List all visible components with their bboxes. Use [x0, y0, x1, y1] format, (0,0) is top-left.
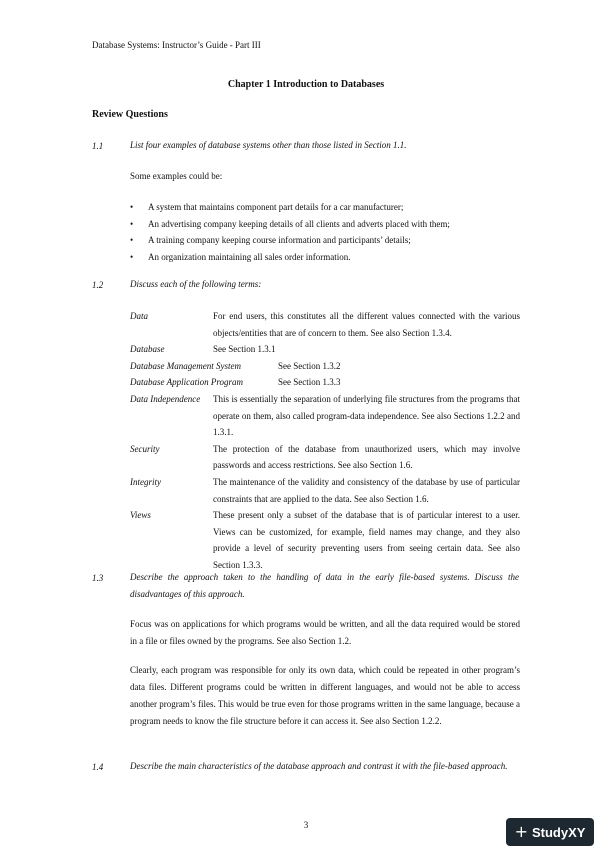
examples-list: [130, 199, 450, 265]
list-item: • A training company keeping course information and participants’ details;: [130, 232, 450, 249]
question-number-1-1: 1.1: [92, 141, 104, 151]
running-head: Database Systems: Instructor’s Guide - Part III: [92, 40, 261, 50]
term-definition: See Section 1.3.3: [278, 377, 341, 388]
term-row: [130, 358, 520, 375]
answer-paragraph-1-3-b: Clearly, each program was responsible for only its own data, which could be repeated in other program’s data files. Different programs could be written in different languages, and would not be able to access another program’s files. This would be true even for those programs written in the same language, because a program needs to know the file structure before it can access it. See also Section 1.2.2.: [130, 665, 520, 726]
term-row: [130, 474, 520, 507]
term-label: Data: [130, 311, 148, 321]
term-definition: These present only a subset of the database that is of particular interest to a user. Views can be customized, for example, field names may change, and they also provide a level of security preventing users from seeing certain data. See also Section 1.3.3.: [213, 510, 520, 570]
term-label: Views: [130, 510, 151, 521]
chapter-title: Chapter 1 Introduction to Databases: [227, 79, 385, 90]
terms-list: [130, 308, 520, 574]
list-item: • A system that maintains component part details for a car manufacturer;: [130, 199, 450, 216]
term-row: [130, 341, 520, 358]
term-row: [130, 507, 520, 573]
term-label: Database: [130, 344, 165, 355]
question-text-1-1: List four examples of database systems other than those listed in Section 1.1.: [130, 140, 407, 150]
list-item: • An advertising company keeping details of all clients and adverts placed with them;: [130, 216, 450, 233]
plus-icon: +: [514, 822, 528, 841]
studyxy-logo-text: StudyXY: [531, 824, 586, 840]
term-row: [130, 441, 520, 474]
question-text-1-3: Describe the approach taken to the handling of data in the early file-based systems. Discuss the disadvantages of this approach.: [130, 572, 519, 599]
answer-intro-1-1: Some examples could be:: [130, 171, 223, 181]
term-definition: This is essentially the separation of underlying file structures from the programs that operate on them, also called program-data independence. See also Sections 1.2.2 and 1.3.1.: [213, 393, 520, 438]
term-row: [130, 374, 520, 391]
question-text-1-2: Discuss each of the following terms:: [130, 279, 262, 289]
section-heading: Review Questions: [92, 109, 168, 120]
question-text-1-4: Describe the main characteristics of the database approach and contrast it with the file-based approach.: [130, 761, 508, 771]
term-definition: For end users, this constitutes all the different values connected with the various objects/entities that are of concern to them. See also Section 1.3.4.: [213, 311, 520, 338]
list-item: • An organization maintaining all sales order information.: [130, 249, 450, 266]
term-label: Integrity: [130, 476, 161, 487]
term-definition: The protection of the database from unauthorized users, which may involve passwords and access restrictions. See also Section 1.6.: [213, 443, 520, 471]
term-label: Security: [130, 443, 160, 454]
term-definition: See Section 1.3.2: [278, 360, 341, 371]
term-row: [130, 308, 520, 341]
question-number-1-4: 1.4: [92, 762, 104, 772]
term-definition: The maintenance of the validity and consistency of the database by use of particular constraints that are applied to the data. See also Section 1.6.: [213, 476, 520, 504]
term-row: [130, 391, 520, 441]
term-label: Data Independence: [130, 393, 201, 404]
page-number: 3: [303, 820, 309, 830]
question-number-1-3: 1.3: [92, 573, 104, 583]
term-label: Database Management System: [130, 360, 241, 371]
answer-paragraph-1-3-a: Focus was on applications for which programs would be written, and all the data required would be stored in a file or files owned by the programs. See also Section 1.2.: [130, 619, 520, 646]
studyxy-badge[interactable]: [506, 818, 594, 846]
question-number-1-2: 1.2: [92, 280, 104, 290]
term-definition: See Section 1.3.1: [213, 344, 276, 355]
term-label: Database Application Program: [130, 377, 243, 388]
